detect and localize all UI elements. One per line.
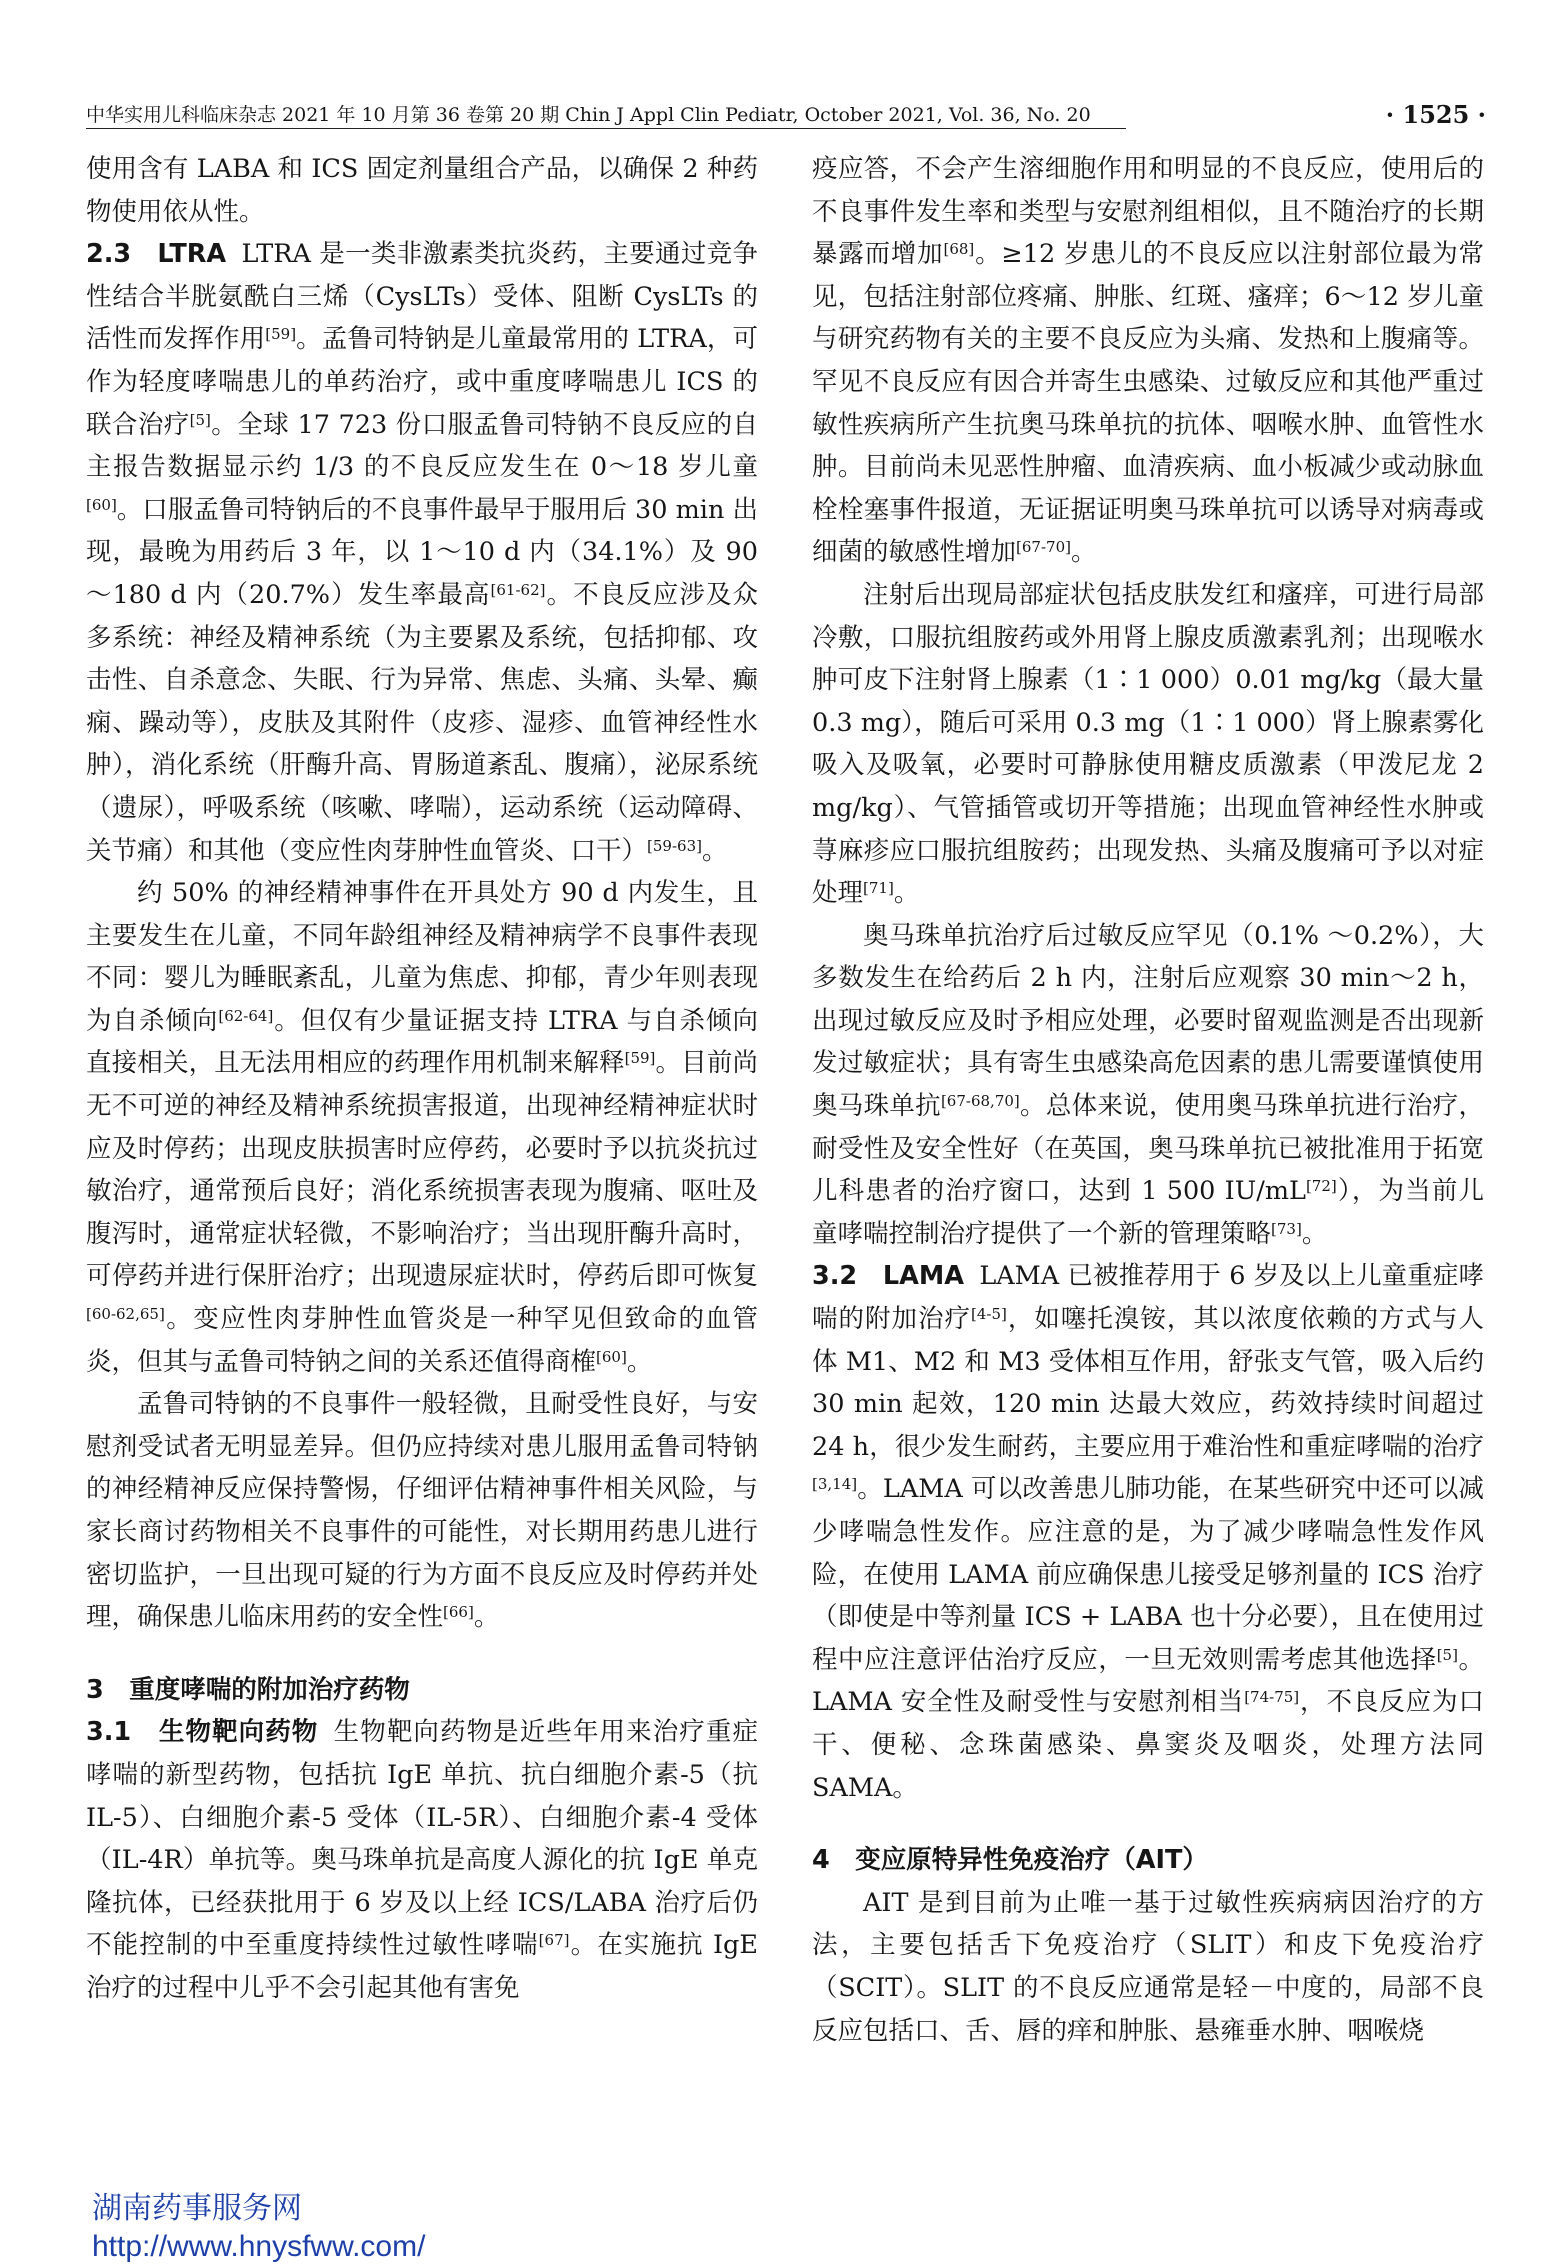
citation: [59-63]: [647, 836, 702, 855]
section-heading-3: 3 重度哮喘的附加治疗药物: [86, 1674, 410, 1705]
section-heading-4: 4 变应原特异性免疫治疗（AIT）: [812, 1845, 1208, 1876]
section-3-1: 3.1 生物靶向药物 生物靶向药物是近些年用来治疗重症哮喘的新型药物，包括抗 IgE 单抗、抗白细胞介素-5（抗 IL-5）、白细胞介素-5 受体（IL-5R）、白细胞介素-4 受体（IL-4R）单抗等。奥马珠单抗是高度人源化的抗 IgE 单克隆抗体，已经获批用于 6 岁及以上经 ICS/LABA 治疗后仍不能控制的中至重度持续性过敏性哮喘[67]。在实施抗 IgE 治疗的过程中儿乎不会引起其他有害免: [86, 1717, 758, 2003]
citation: [3,14]: [812, 1475, 858, 1494]
header-rule: [86, 128, 1126, 129]
citation: [61-62]: [490, 580, 546, 599]
right-column: [812, 148, 1484, 2052]
paragraph: 疫应答，不会产生溶细胞作用和明显的不良反应，使用后的不良事件发生率和类型与安慰剂组相似，且不随治疗的长期暴露而增加[68]。≥12 岁患儿的不良反应以注射部位最为常见，包括注射部位疼痛、肿胀、红斑、瘙痒；6～12 岁儿童与研究药物有关的主要不良反应为头痛、发热和上腹痛等。罕见不良反应有因合并寄生虫感染、过敏反应和其他严重过敏性疾病所产生抗奥马珠单抗的抗体、咽喉水肿、血管性水肿。目前尚未见恶性肿瘤、血清疾病、血小板减少或动脉血栓栓塞事件报道，无证据证明奥马珠单抗可以诱导对病毒或细菌的敏感性增加[67-70]。: [812, 154, 1484, 568]
citation: [60]: [86, 495, 117, 514]
citation: [66]: [443, 1603, 474, 1622]
citation: [73]: [1271, 1219, 1302, 1238]
site-url-link[interactable]: http://www.hnysfww.com/: [92, 2230, 426, 2263]
paragraph: AIT 是到目前为止唯一基于过敏性疾病病因治疗的方法，主要包括舌下免疫治疗（SLIT）和皮下免疫治疗（SCIT）。SLIT 的不良反应通常是轻－中度的，局部不良反应包括口、舌、唇的痒和肿胀、悬雍垂水肿、咽喉烧: [812, 1887, 1484, 2046]
paragraph: 奥马珠单抗治疗后过敏反应罕见（0.1% ～0.2%），大多数发生在给药后 2 h 内，注射后应观察 30 min～2 h，出现过敏反应及时予相应处理，必要时留观监测是否出现新发过敏症状；具有寄生虫感染高危因素的患儿需要谨慎使用奥马珠单抗[67-68,70]。总体来说，使用奥马珠单抗进行治疗，耐受性及安全性好（在英国，奥马珠单抗已被批准用于拓宽儿科患者的治疗窗口，达到 1 500 IU/mL[72]），为当前儿童哮喘控制治疗提供了一个新的管理策略[73]。: [812, 920, 1484, 1249]
subsection-heading: 3.2 LAMA: [812, 1261, 965, 1292]
citation: [68]: [943, 240, 975, 259]
section-3-2: 3.2 LAMA LAMA 已被推荐用于 6 岁及以上儿童重症哮喘的附加治疗[4-5]，如噻托溴铵，其以浓度依赖的方式与人体 M1、M2 和 M3 受体相互作用，舒张支气管，吸入后约 30 min 起效，120 min 达最大效应，药效持续时间超过 24 h，很少发生耐药，主要应用于难治性和重症哮喘的治疗[3,14]。LAMA 可以改善患儿肺功能，在某些研究中还可以减少哮喘急性发作。应注意的是，为了减少哮喘急性发作风险，在使用 LAMA 前应确保患儿接受足够剂量的 ICS 治疗（即使是中等剂量 ICS + LABA 也十分必要），且在使用过程中应注意评估治疗反应，一旦无效则需考虑其他选择[5]。LAMA 安全性及耐受性与安慰剂相当[74-75]，不良反应为口干、便秘、念珠菌感染、鼻窦炎及咽炎，处理方法同 SAMA。: [812, 1261, 1484, 1803]
journal-citation: 中华实用儿科临床杂志 2021 年 10 月第 36 卷第 20 期 Chin J Appl Clin Pediatr, October 2021, Vol. 36, No. 20: [86, 104, 1091, 126]
paragraph: 约 50% 的神经精神事件在开具处方 90 d 内发生，且主要发生在儿童，不同年龄组神经及精神病学不良事件表现不同：婴儿为睡眠紊乱，儿童为焦虑、抑郁，青少年则表现为自杀倾向[62-64]。但仅有少量证据支持 LTRA 与自杀倾向直接相关，且无法用相应的药理作用机制来解释[59]。目前尚无不可逆的神经及精神系统损害报道，出现神经精神症状时应及时停药；出现皮肤损害时应停药，必要时予以抗炎抗过敏治疗，通常预后良好；消化系统损害表现为腹痛、呕吐及腹泻时，通常症状轻微，不影响治疗；当出现肝酶升高时，可停药并进行保肝治疗；出现遗尿症状时，停药后即可恢复[60-62,65]。变应性肉芽肿性血管炎是一种罕见但致命的血管炎，但其与孟鲁司特钠之间的关系还值得商榷[60]。: [86, 878, 758, 1377]
section-2-3: 2.3 LTRA LTRA 是一类非激素类抗炎药，主要通过竞争性结合半胱氨酰白三烯（CysLTs）受体、阻断 CysLTs 的活性而发挥作用[59]。孟鲁司特钠是儿童最常用的 LTRA，可作为轻度哮喘患儿的单药治疗，或中重度哮喘患儿 ICS 的联合治疗[5]。全球 17 723 份口服孟鲁司特钠不良反应的自主报告数据显示约 1/3 的不良反应发生在 0～18 岁儿童[60]。口服孟鲁司特钠后的不良事件最早于服用后 30 min 出现，最晚为用药后 3 年，以 1～10 d 内（34.1%）及 90～180 d 内（20.7%）发生率最高[61-62]。不良反应涉及众多系统：神经及精神系统（为主要累及系统，包括抑郁、攻击性、自杀意念、失眠、行为异常、焦虑、头痛、头晕、癫痫、躁动等），皮肤及其附件（皮疹、湿疹、血管神经性水肿），消化系统（肝酶升高、胃肠道紊乱、腹痛），泌尿系统（遗尿），呼吸系统（咳嗽、哮喘），运动系统（运动障碍、关节痛）和其他（变应性肉芽肿性血管炎、口干）[59-63]。: [86, 239, 758, 866]
citation: [59]: [624, 1049, 656, 1068]
watermark-footer: [92, 2190, 425, 2266]
subsection-heading: 3.1 生物靶向药物: [86, 1717, 319, 1748]
citation: [74-75]: [1244, 1688, 1300, 1707]
citation: [60]: [596, 1347, 627, 1366]
site-name: 湖南药事服务网: [92, 2192, 302, 2225]
citation: [67]: [538, 1931, 570, 1950]
citation: [60-62,65]: [86, 1305, 165, 1324]
left-column: [86, 148, 758, 2010]
citation: [72]: [1305, 1177, 1337, 1196]
paragraph: 孟鲁司特钠的不良事件一般轻微，且耐受性良好，与安慰剂受试者无明显差异。但仍应持续对患儿服用孟鲁司特钠的神经精神反应保持警惕，仔细评估精神事件相关风险，与家长商讨药物相关不良事件的可能性，对长期用药患儿进行密切监护，一旦出现可疑的行为方面不良反应及时停药并处理，确保患儿临床用药的安全性[66]。: [86, 1389, 758, 1633]
citation: [5]: [189, 410, 211, 429]
page-number: · 1525 ·: [1385, 100, 1486, 129]
citation: [67-70]: [1016, 538, 1071, 557]
citation: [5]: [1436, 1645, 1458, 1664]
citation: [71]: [863, 879, 894, 898]
citation: [4-5]: [971, 1305, 1007, 1324]
citation: [59]: [265, 325, 297, 344]
subsection-heading: 2.3 LTRA: [86, 239, 227, 270]
citation: [62-64]: [218, 1006, 274, 1025]
citation: [67-68,70]: [940, 1092, 1020, 1111]
paragraph: 注射后出现局部症状包括皮肤发红和瘙痒，可进行局部冷敷，口服抗组胺药或外用肾上腺皮质激素乳剂；出现喉水肿可皮下注射肾上腺素（1∶1 000）0.01 mg/kg（最大量 0.3 mg），随后可采用 0.3 mg（1∶1 000）肾上腺素雾化吸入及吸氧，必要时可静脉使用糖皮质激素（甲泼尼龙 2 mg/kg）、气管插管或切开等措施；出现血管神经性水肿或荨麻疹应口服抗组胺药；出现发热、头痛及腹痛可予以对症处理[71]。: [812, 579, 1484, 909]
paragraph: 使用含有 LABA 和 ICS 固定剂量组合产品，以确保 2 种药物使用依从性。: [86, 154, 758, 227]
